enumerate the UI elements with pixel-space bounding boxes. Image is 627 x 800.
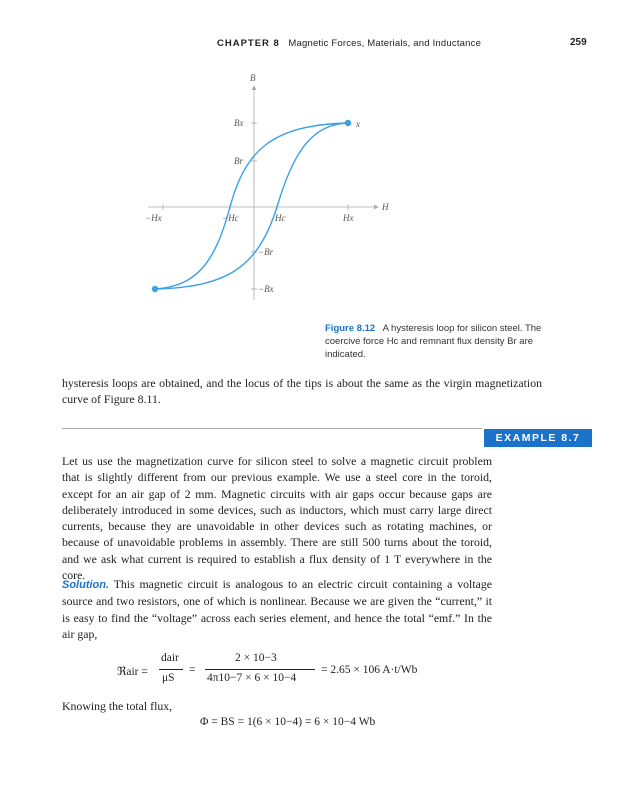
tip-point-negative (152, 286, 158, 292)
eq1-lhs: ℜair = (117, 666, 148, 678)
tip-point-positive (345, 120, 351, 126)
figure-caption-text: A hysteresis loop for silicon steel. The coercive force Hc and remnant flux density Br are indicated. (325, 323, 542, 360)
page-number: 259 (570, 37, 587, 48)
hysteresis-figure (0, 0, 627, 320)
paragraph-total-flux: Knowing the total flux, (62, 699, 173, 713)
tip-x-label: x (356, 119, 360, 129)
chapter-label: CHAPTER 8 (217, 38, 280, 49)
chapter-title: Magnetic Forces, Materials, and Inductance (288, 38, 482, 49)
hysteresis-upper-branch (155, 123, 348, 289)
example-badge: EXAMPLE 8.7 (484, 429, 592, 447)
paragraph-example: Let us use the magnetization curve for silicon steel to solve a magnetic circuit problem that is slightly different from our previous example. We use a steel core in the toroid, except for an air gap of 2 mm. Magnetic circuits with air gaps occur because gaps are deliberately introduced in some devices, such as inductors, which must carry large direct currents, because they are unavoidable in other devices such as rotating machines, or because of unavoidable problems in assembly. There are still 500 turns about the toroid, and we ask what current is required to establish a flux density of 1 T everywhere in the core. (62, 454, 492, 583)
example-divider (62, 428, 482, 429)
br-label: Br (234, 156, 243, 166)
solution-text: This magnetic circuit is analogous to an electric circuit containing a voltage source and two resistors, one of which is nonlinear. Because we are given the “current,” it is easy to find the “voltage” across each series element, and hence the total “emf.” In the air gap, (62, 577, 492, 641)
solution-label: Solution. (62, 579, 110, 591)
bx-label: Bx (234, 118, 244, 128)
eq1-den1: μS (162, 672, 175, 684)
eq1-den2: 4π10−7 × 6 × 10−4 (207, 672, 297, 684)
eq1-num2: 2 × 10−3 (235, 652, 277, 664)
figure-caption (325, 322, 555, 361)
eq1-rhs: = 2.65 × 106 A·t/Wb (321, 664, 418, 676)
neg-br-label: −Br (258, 247, 274, 257)
eq1-num1: dair (161, 652, 179, 664)
hysteresis-lower-branch (155, 123, 348, 289)
paragraph-hysteresis: hysteresis loops are obtained, and the locus of the tips is about the same as the virgin magnetization curve of Figure 8.11. (62, 376, 542, 407)
neg-hx-label: −Hx (145, 213, 162, 223)
neg-bx-label: −Bx (258, 284, 274, 294)
b-axis-label: B (250, 73, 256, 83)
eq1-eq: = (189, 664, 196, 676)
hx-label: Hx (343, 213, 354, 223)
equation-reluctance (117, 652, 497, 692)
hc-label: Hc (275, 213, 286, 223)
equation-flux: Φ = BS = 1(6 × 10−4) = 6 × 10−4 Wb (200, 716, 376, 728)
figure-caption-label: Figure 8.12 (325, 323, 376, 334)
paragraph-solution (62, 576, 492, 642)
h-axis-label: H (382, 202, 389, 212)
neg-hc-label: −Hc (222, 213, 239, 223)
